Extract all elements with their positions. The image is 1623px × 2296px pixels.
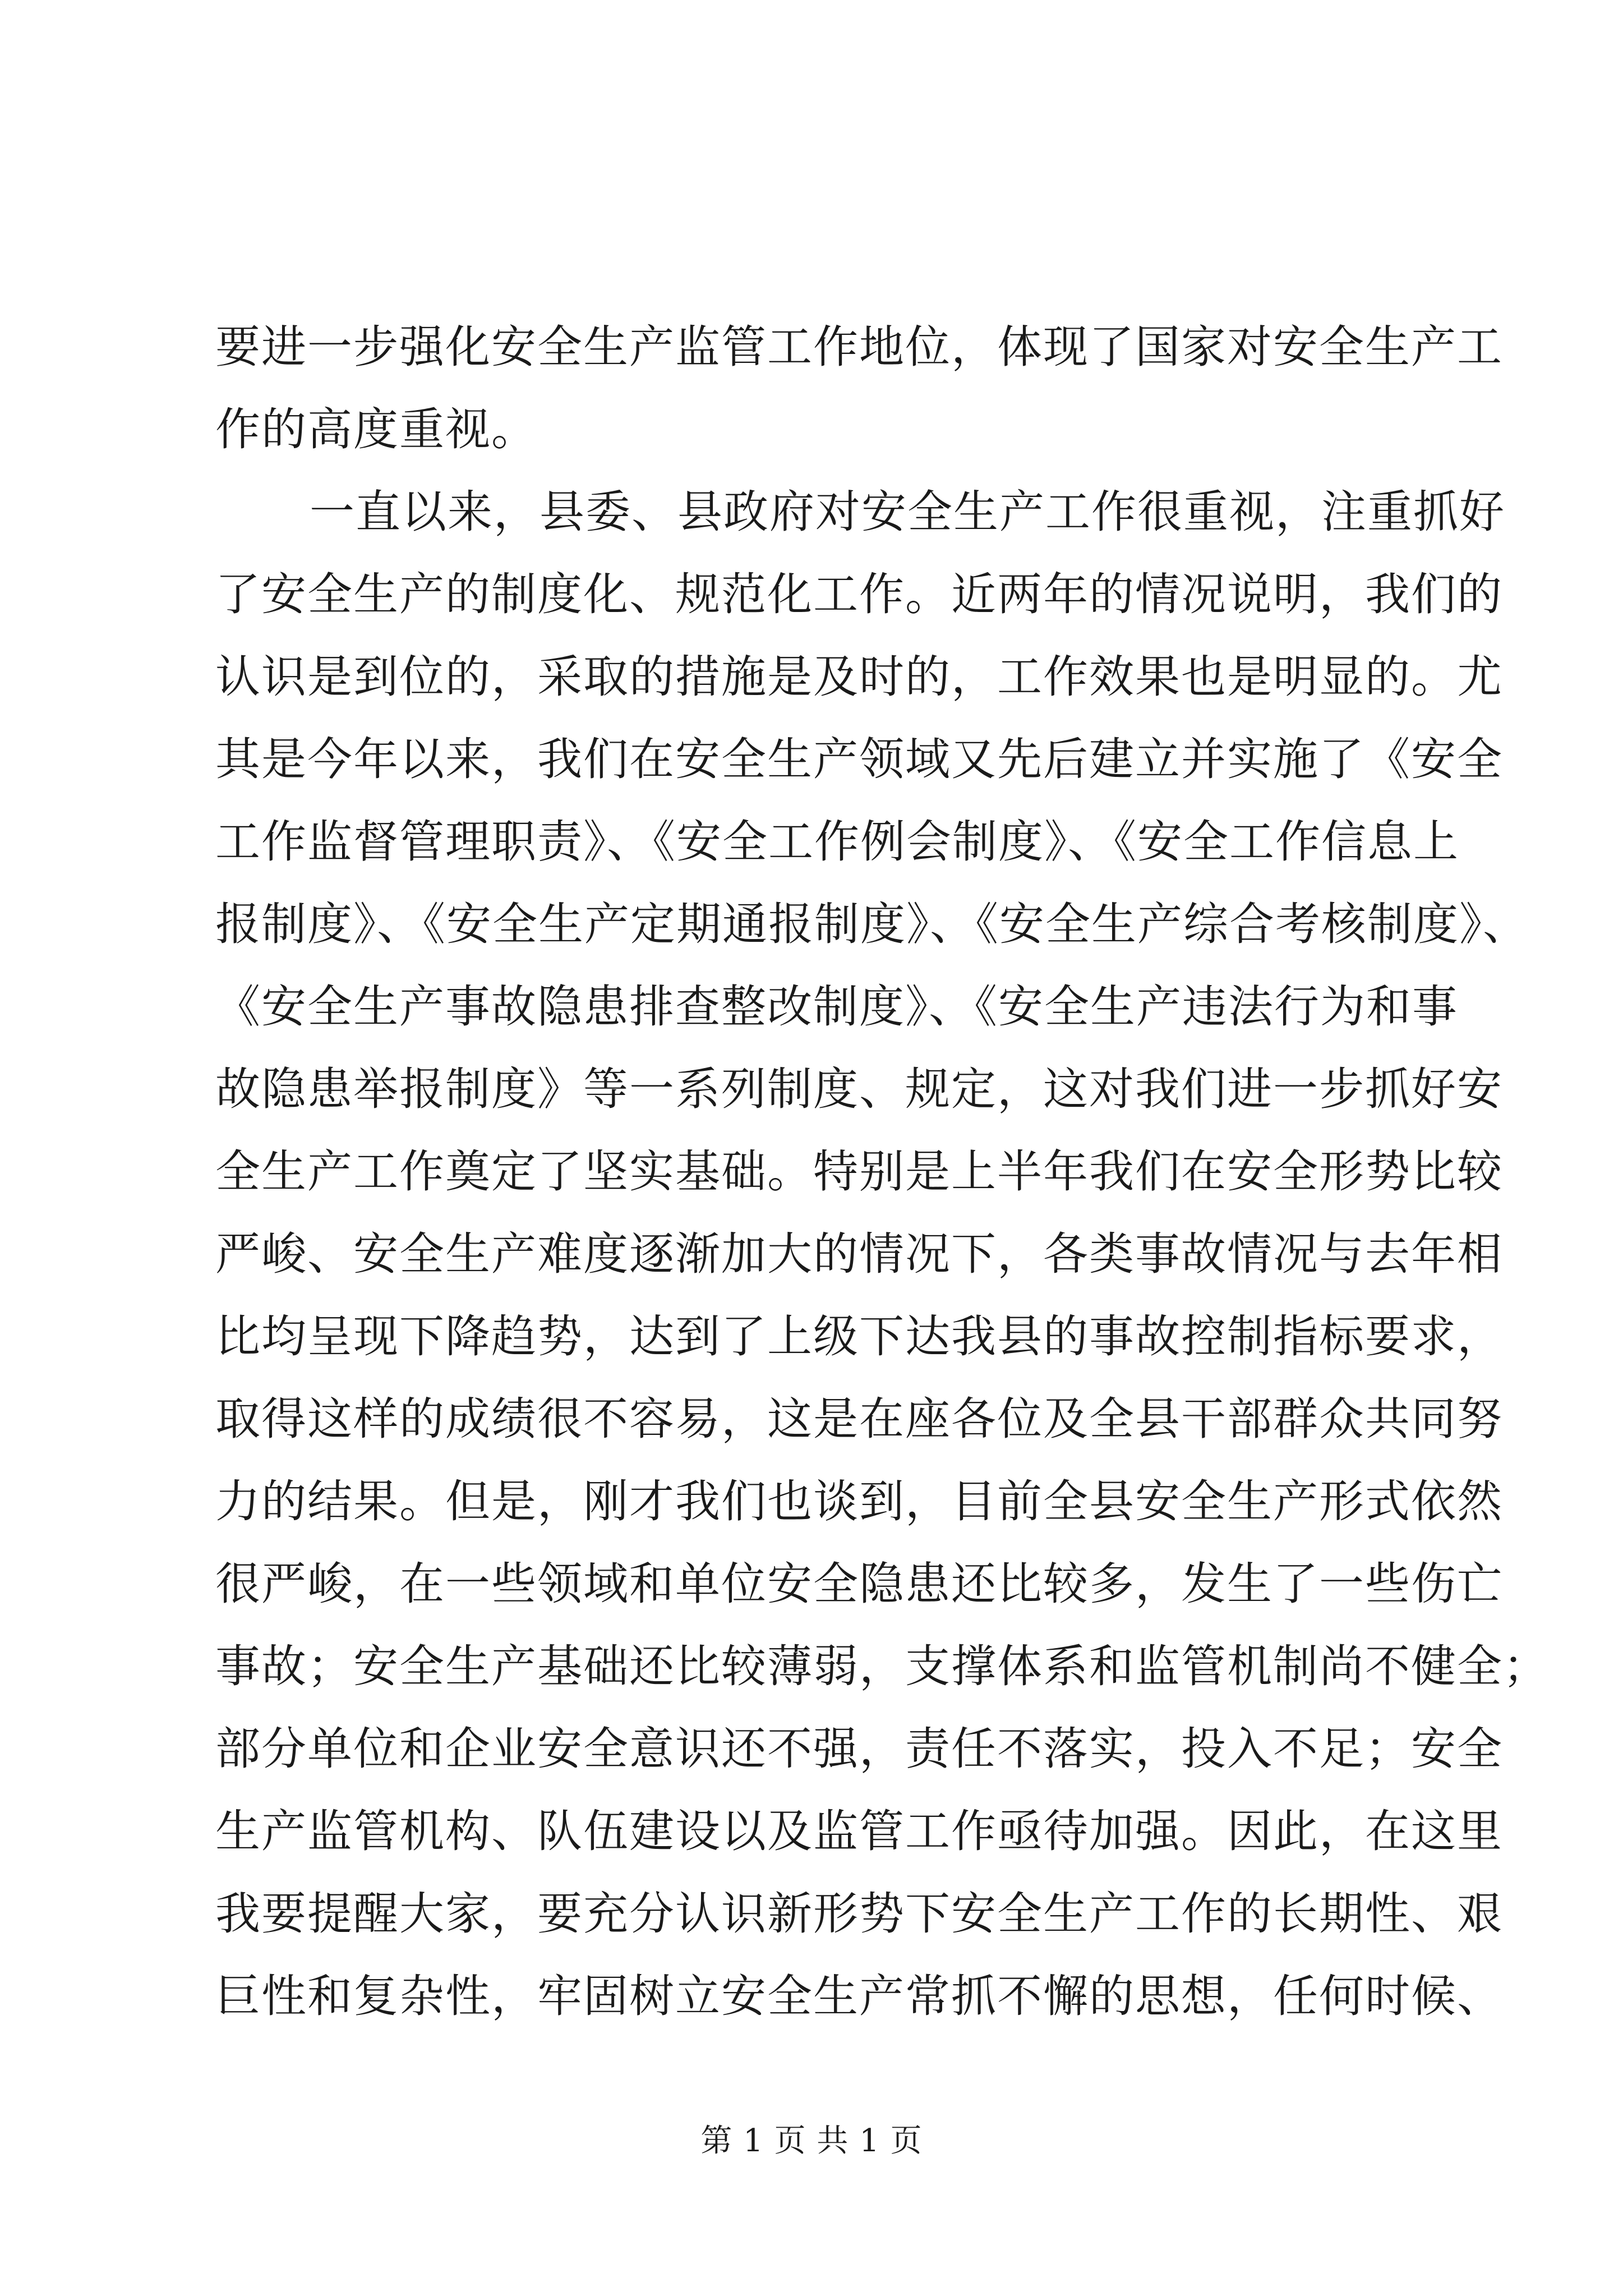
text-line: 认识是到位的，采取的措施是及时的，工作效果也是明显的。尤	[215, 651, 1503, 703]
text-line: 力的结果。但是，刚才我们也谈到，目前全县安全生产形式依然	[215, 1475, 1503, 1527]
text-line: 《安全生产事故隐患排查整改制度》、《安全生产违法行为和事	[215, 981, 1458, 1033]
text-line: 工作监督管理职责》、《安全工作例会制度》、《安全工作信息上	[215, 816, 1459, 868]
paragraph-start-line: 一直以来，县委、县政府对安全生产工作很重视，注重抓好	[310, 486, 1505, 538]
text-line: 部分单位和企业安全意识还不强，责任不落实，投入不足；安全	[215, 1723, 1503, 1775]
text-line: 作的高度重视。	[215, 403, 537, 455]
text-line: 比均呈现下降趋势，达到了上级下达我县的事故控制指标要求，	[215, 1310, 1503, 1363]
text-line: 很严峻，在一些领域和单位安全隐患还比较多，发生了一些伤亡	[215, 1558, 1503, 1610]
text-line: 严峻、安全生产难度逐渐加大的情况下，各类事故情况与去年相	[215, 1228, 1503, 1280]
text-line: 事故；安全生产基础还比较薄弱，支撑体系和监管机制尚不健全；	[215, 1640, 1549, 1692]
page-number-footer: 第 1 页 共 1 页	[700, 2123, 923, 2159]
text-line: 要进一步强化安全生产监管工作地位，体现了国家对安全生产工	[215, 321, 1503, 373]
text-line: 其是今年以来，我们在安全生产领域又先后建立并实施了《安全	[215, 733, 1503, 785]
text-line: 取得这样的成绩很不容易，这是在座各位及全县干部群众共同努	[215, 1393, 1503, 1445]
text-line: 我要提醒大家，要充分认识新形势下安全生产工作的长期性、艰	[215, 1888, 1503, 1940]
text-line: 了安全生产的制度化、规范化工作。近两年的情况说明，我们的	[215, 568, 1503, 620]
text-line: 生产监管机构、队伍建设以及监管工作亟待加强。因此，在这里	[215, 1805, 1503, 1857]
text-line: 报制度》、《安全生产定期通报制度》、《安全生产综合考核制度》、	[215, 898, 1529, 950]
text-line: 故隐患举报制度》等一系列制度、规定，这对我们进一步抓好安	[215, 1063, 1503, 1115]
text-line: 全生产工作奠定了坚实基础。特别是上半年我们在安全形势比较	[215, 1145, 1503, 1198]
text-line: 巨性和复杂性，牢固树立安全生产常抓不懈的思想，任何时候、	[215, 1970, 1503, 2022]
document-body	[215, 306, 1549, 2037]
